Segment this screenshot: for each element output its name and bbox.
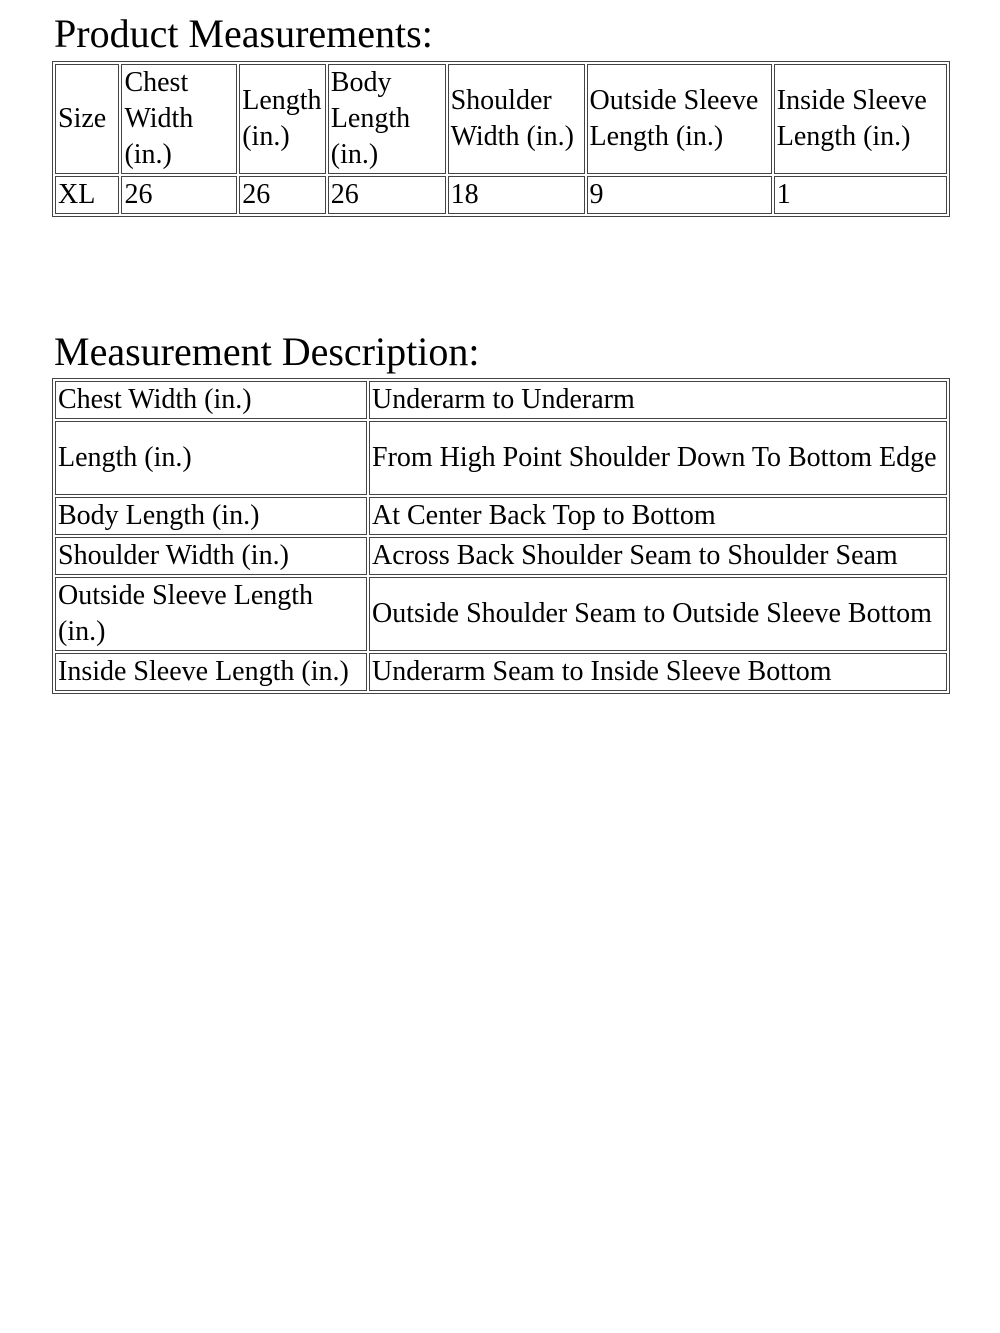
product-measurements-heading: Product Measurements: <box>54 11 433 56</box>
header-shoulder-width: Shoulder Width (in.) <box>448 64 585 174</box>
header-body-length: Body Length (in.) <box>328 64 446 174</box>
description-term: Body Length (in.) <box>55 497 367 535</box>
description-term: Shoulder Width (in.) <box>55 537 367 575</box>
header-inside-sleeve-length: Inside Sleeve Length (in.) <box>774 64 947 174</box>
description-term: Outside Sleeve Length (in.) <box>55 577 367 651</box>
table-row <box>55 653 947 691</box>
cell-chest-width: 26 <box>121 176 237 214</box>
description-definition: Across Back Shoulder Seam to Shoulder Seam <box>369 537 947 575</box>
cell-body-length: 26 <box>328 176 446 214</box>
cell-inside-sleeve-length: 1 <box>774 176 947 214</box>
header-chest-width: Chest Width (in.) <box>121 64 237 174</box>
description-term: Length (in.) <box>55 421 367 495</box>
measurement-description-heading: Measurement Description: <box>54 329 480 374</box>
table-row <box>55 497 947 535</box>
cell-length: 26 <box>239 176 326 214</box>
cell-size: XL <box>55 176 119 214</box>
description-definition: From High Point Shoulder Down To Bottom Edge <box>369 421 947 495</box>
measurements-table <box>52 61 950 217</box>
description-definition: At Center Back Top to Bottom <box>369 497 947 535</box>
table-row <box>55 577 947 651</box>
cell-outside-sleeve-length: 9 <box>587 176 772 214</box>
description-definition: Outside Shoulder Seam to Outside Sleeve Bottom <box>369 577 947 651</box>
description-definition: Underarm Seam to Inside Sleeve Bottom <box>369 653 947 691</box>
table-row <box>55 421 947 495</box>
header-size: Size <box>55 64 119 174</box>
table-header-row <box>55 64 947 174</box>
table-row <box>55 176 947 214</box>
header-length: Length (in.) <box>239 64 326 174</box>
description-table <box>52 378 950 694</box>
cell-shoulder-width: 18 <box>448 176 585 214</box>
table-row <box>55 537 947 575</box>
table-row <box>55 381 947 419</box>
description-term: Chest Width (in.) <box>55 381 367 419</box>
description-definition: Underarm to Underarm <box>369 381 947 419</box>
description-term: Inside Sleeve Length (in.) <box>55 653 367 691</box>
header-outside-sleeve-length: Outside Sleeve Length (in.) <box>587 64 772 174</box>
